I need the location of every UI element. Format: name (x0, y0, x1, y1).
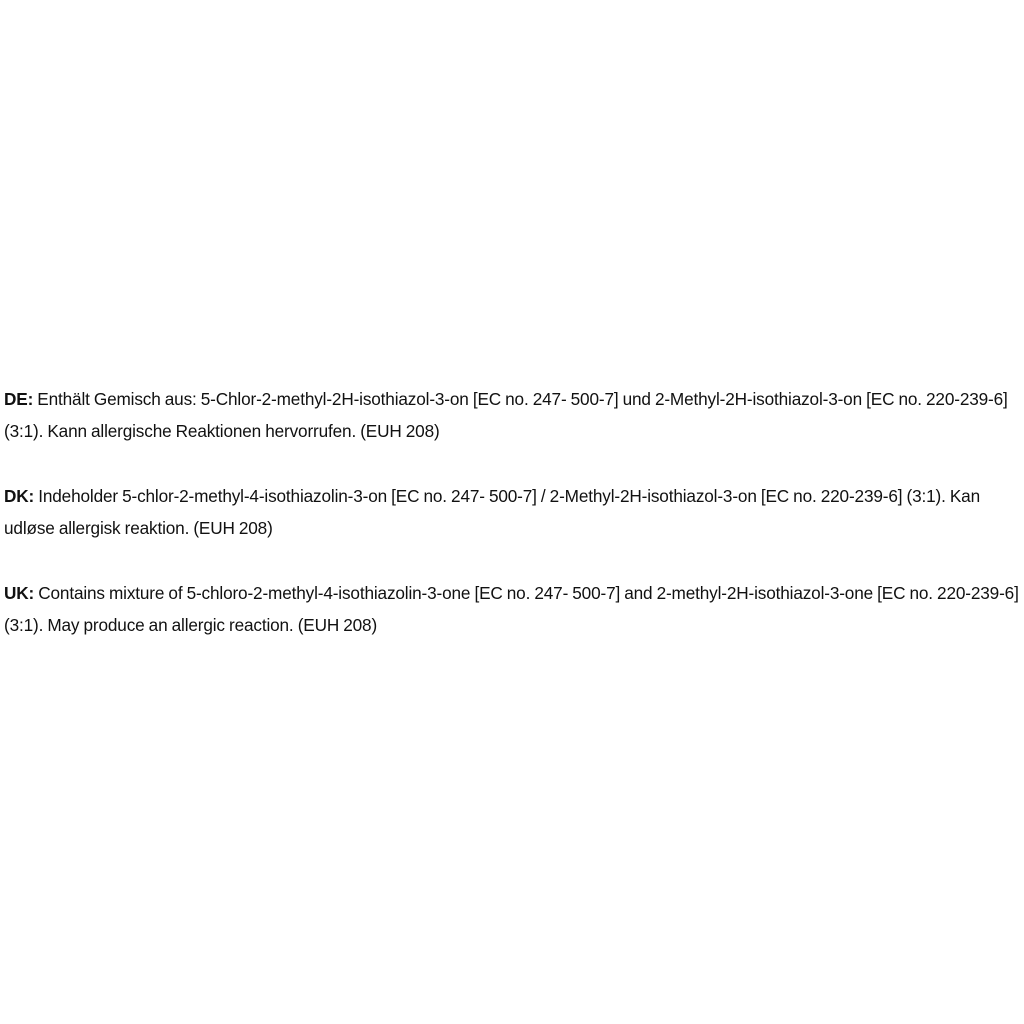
paragraph-uk (4, 577, 1022, 641)
paragraph-dk-text: Indeholder 5-chlor-2-methyl-4-isothiazolin-3-on [EC no. 247- 500-7] / 2-Methyl-2H-isothiazol-3-on [EC no. 220-239-6] (3:1). Kan udløse allergisk reaktion. (EUH 208) (4, 486, 980, 538)
paragraph-uk-text: Contains mixture of 5-chloro-2-methyl-4-isothiazolin-3-one [EC no. 247- 500-7] and 2-methyl-2H-isothiazol-3-one [EC no. 220-239-6] (3:1). May produce an allergic reaction. (EUH 208) (4, 583, 1019, 635)
language-code-dk: DK: (4, 486, 35, 506)
language-code-uk: UK: (4, 583, 35, 603)
paragraph-de-text: Enthält Gemisch aus: 5-Chlor-2-methyl-2H-isothiazol-3-on [EC no. 247- 500-7] und 2-Methyl-2H-isothiazol-3-on [EC no. 220-239-6] (3:1). Kann allergische Reaktionen hervorrufen. (EUH 208) (4, 389, 1008, 441)
language-code-de: DE: (4, 389, 34, 409)
paragraph-de (4, 383, 1022, 447)
paragraph-dk (4, 480, 1022, 544)
label-text-block (4, 383, 1022, 674)
